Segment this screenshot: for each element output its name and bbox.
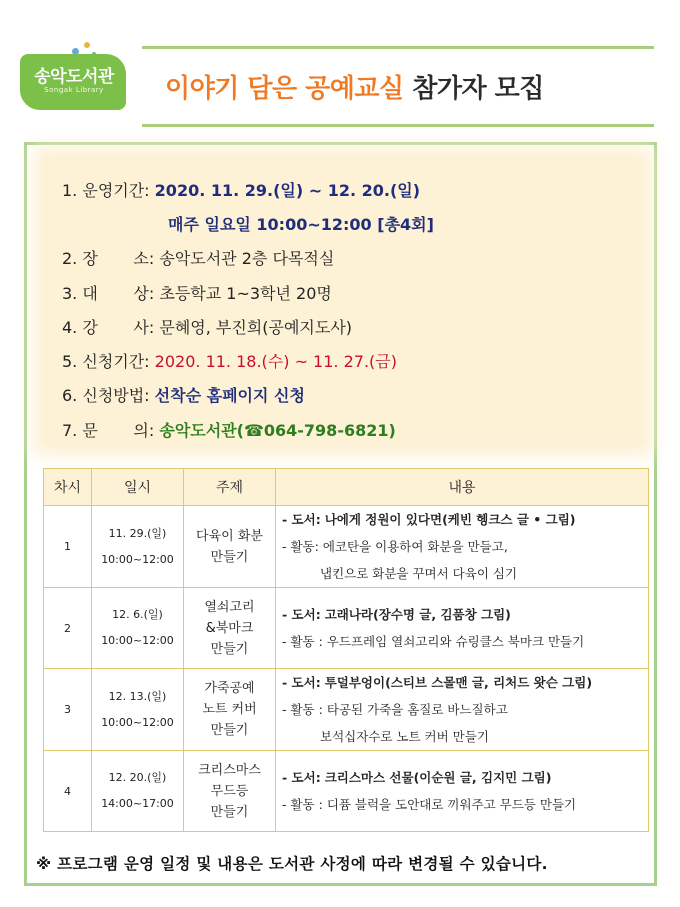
info-label: 문 의: (82, 421, 155, 440)
footer-note: ※ 프로그램 운영 일정 및 내용은 도서관 사정에 따라 변경될 수 있습니다. (36, 855, 548, 873)
session-date (92, 588, 184, 669)
topic-line: 가죽공예 (204, 681, 255, 696)
date-text: 12. 13.(일) (108, 689, 167, 703)
table-header-row (44, 469, 649, 506)
header-content: 내용 (276, 469, 649, 506)
book-title: 투덜부엉이(스티브 스몰맨 글, 리처드 왓슨 그림) (324, 675, 593, 690)
info-num: 3. (62, 284, 78, 303)
info-label: 장 소: (82, 249, 155, 268)
page-title (165, 68, 544, 105)
title-sub: 참가자 모집 (412, 74, 544, 104)
book-title: 고래나라(장수명 글, 김품창 그림) (324, 607, 511, 622)
session-content (276, 506, 649, 588)
topic-line: 무드등 (210, 783, 249, 799)
book-title: 나에게 정원이 있다면(케빈 헹크스 글 • 그림) (324, 512, 576, 527)
session-number: 4 (44, 751, 92, 832)
info-row-instructor (62, 315, 352, 338)
table-row (44, 669, 649, 751)
info-value: 문혜영, 부진희(공예지도사) (159, 318, 353, 337)
info-row-target (62, 281, 332, 304)
info-num: 7. (62, 421, 78, 440)
session-number: 2 (44, 588, 92, 669)
topic-line: 만들기 (210, 804, 249, 820)
date-text: 12. 20.(일) (108, 771, 167, 784)
activity-text: 우드프레임 열쇠고리와 슈링클스 북마크 만들기 (326, 634, 585, 649)
time-text: 10:00~12:00 (101, 715, 174, 729)
info-row-schedule: 매주 일요일 10:00~12:00 [총4회] (168, 215, 434, 234)
info-label: 강 사: (82, 318, 155, 337)
logo-text: 송악도서관 (34, 67, 114, 87)
title-main: 이야기 담은 공예교실 (165, 74, 404, 104)
info-value: 송악도서관 2층 다목적실 (159, 249, 335, 268)
info-num: 4. (62, 318, 78, 337)
info-row-period (62, 178, 420, 201)
activity-text: 냅킨으로 화분을 꾸며서 다육이 심기 (320, 566, 518, 581)
info-num: 5. (62, 352, 78, 371)
info-label: 신청기간: (82, 352, 150, 371)
header-session: 차시 (44, 469, 92, 506)
info-label: 운영기간: (82, 181, 150, 200)
header-rule-top (142, 46, 654, 49)
session-content (276, 669, 649, 751)
book-label: - 도서: (282, 770, 321, 785)
library-logo (20, 42, 132, 116)
info-value: 2020. 11. 18.(수) ~ 11. 27.(금) (154, 352, 397, 371)
time-text: 10:00~12:00 (101, 552, 174, 566)
info-value: 선착순 홈페이지 신청 (154, 386, 305, 405)
session-date (92, 751, 184, 832)
table-row (44, 506, 649, 588)
info-num: 6. (62, 386, 78, 405)
info-row-place (62, 246, 334, 269)
info-label: 대 상: (82, 284, 155, 303)
date-text: 12. 6.(일) (112, 608, 163, 621)
session-number: 1 (44, 506, 92, 588)
schedule-table (43, 468, 649, 832)
topic-line: 다육이 화분 (196, 528, 263, 544)
date-text: 11. 29.(일) (108, 526, 167, 540)
book-label: - 도서: (282, 512, 321, 527)
activity-label: - 활동 : (282, 702, 323, 717)
logo-subtext: Songak Library (44, 86, 104, 94)
activity-text: 디퓸 블럭을 도안대로 끼워주고 무드등 만들기 (326, 797, 577, 812)
logo-dot-icon (84, 42, 90, 48)
activity-text: 타공된 가죽을 홈질로 바느질하고 (326, 702, 508, 717)
session-date (92, 669, 184, 751)
session-topic (184, 588, 276, 669)
book-label: - 도서: (282, 675, 321, 690)
activity-label: - 활동 : (282, 797, 323, 812)
info-value: 송악도서관(☎064-798-6821) (159, 421, 396, 440)
topic-line: &북마크 (205, 620, 254, 636)
book-title: 크리스마스 선물(이순원 글, 김지민 그림) (324, 770, 552, 785)
session-topic (184, 506, 276, 588)
info-value: 2020. 11. 29.(일) ~ 12. 20.(일) (154, 181, 421, 200)
info-row-contact (62, 418, 396, 441)
activity-label: - 활동 : (282, 634, 323, 649)
topic-line: 만들기 (210, 641, 249, 657)
time-text: 10:00~12:00 (101, 634, 174, 647)
info-num: 1. (62, 181, 78, 200)
session-topic (184, 669, 276, 751)
session-topic (184, 751, 276, 832)
topic-line: 크리스마스 (198, 762, 261, 778)
topic-line: 만들기 (210, 723, 249, 738)
activity-text: 에코탄을 이용하여 화분을 만들고, (322, 539, 508, 554)
book-label: - 도서: (282, 607, 321, 622)
topic-line: 만들기 (210, 549, 249, 565)
info-label: 신청방법: (82, 386, 150, 405)
info-value: 초등학교 1~3학년 20명 (159, 284, 332, 303)
header-rule-bottom (142, 124, 654, 127)
time-text: 14:00~17:00 (101, 797, 174, 810)
info-row-apply-method (62, 383, 305, 406)
session-number: 3 (44, 669, 92, 751)
header-datetime: 일시 (92, 469, 184, 506)
table-row (44, 588, 649, 669)
info-num: 2. (62, 249, 78, 268)
session-date (92, 506, 184, 588)
session-content (276, 588, 649, 669)
topic-line: 열쇠고리 (204, 599, 255, 615)
activity-label: - 활동: (282, 539, 319, 554)
table-row (44, 751, 649, 832)
session-content (276, 751, 649, 832)
topic-line: 노트 커버 (202, 702, 257, 717)
activity-text: 보석십자수로 노트 커버 만들기 (320, 729, 489, 744)
header-topic: 주제 (184, 469, 276, 506)
info-row-apply-period (62, 349, 397, 372)
